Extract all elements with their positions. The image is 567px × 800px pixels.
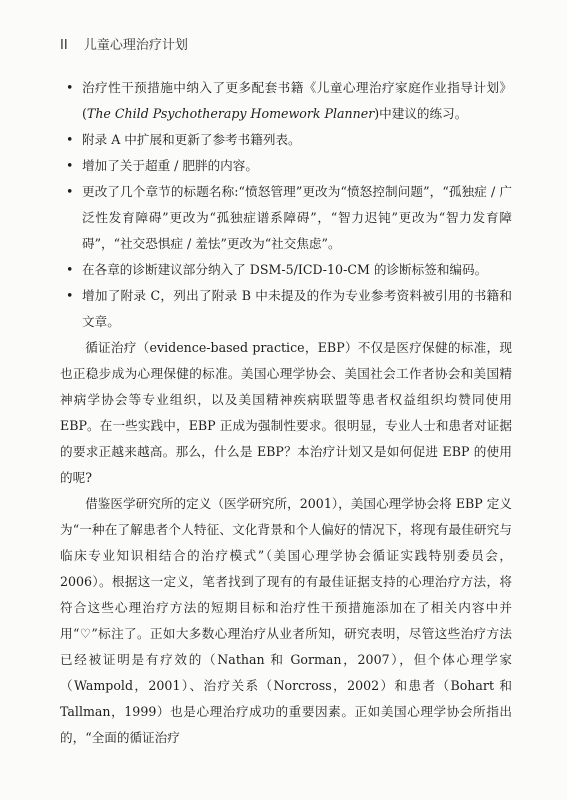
bullet-item xyxy=(60,257,512,283)
body-text xyxy=(60,75,512,751)
bullet-list xyxy=(60,75,512,335)
bullet-text-post: )中建议的练习。 xyxy=(374,106,468,121)
bullet-item xyxy=(60,283,512,335)
bullet-item xyxy=(60,127,512,153)
bullet-text: 在各章的诊断建议部分纳入了 DSM-5/ICD-10-CM 的诊断标签和编码。 xyxy=(82,262,488,277)
bullet-item xyxy=(60,75,512,127)
bullet-text: 更改了几个章节的标题名称:“愤怒管理”更改为“愤怒控制问题”，“孤独症 / 广泛性发育障碍”更改为“孤独症谱系障碍”，“智力迟钝”更改为“智力发育障碍”，“社交恐惧症 / 羞怯”更改为“社交焦虑”。 xyxy=(82,184,512,251)
bullet-icon: • xyxy=(66,184,74,199)
running-header xyxy=(60,34,188,53)
paragraph-ebp-definition: 借鉴医学研究所的定义（医学研究所，2001），美国心理学协会将 EBP 定义为“一种在了解患者个人特征、文化背景和个人偏好的情况下，将现有最佳研究与临床专业知识相结合的治疗模式”（美国心理学协会循证实践特别委员会，2006）。根据这一定义，笔者找到了现有的有最佳证据支持的心理治疗方法，将符合这些心理治疗方法的短期目标和治疗性干预措施添加在了相关内容中并用“♡”标注了。正如大多数心理治疗从业者所知，研究表明，尽管这些治疗方法已经被证明是有疗效的（Nathan 和 Gorman，2007），但个体心理学家（Wampold，2001）、治疗关系（Norcross，2002）和患者（Bohart 和 Tallman，1999）也是心理治疗成功的重要因素。正如美国心理学协会所指出的，“全面的循证治疗 xyxy=(60,496,512,745)
bullet-icon: • xyxy=(66,132,74,147)
bullet-icon: • xyxy=(66,80,74,95)
book-title-italic: The Child Psychotherapy Homework Planner xyxy=(86,106,375,121)
bullet-text: 附录 A 中扩展和更新了参考书籍列表。 xyxy=(82,132,301,147)
bullet-text: 增加了关于超重 / 肥胖的内容。 xyxy=(82,158,258,173)
bullet-icon: • xyxy=(66,158,74,173)
bullet-icon: • xyxy=(66,262,74,277)
paragraph-ebp-intro: 循证治疗（evidence-based practice，EBP）不仅是医疗保健的标准，现也正稳步成为心理保健的标准。美国心理学协会、美国社会工作者协会和美国精神病学协会等专业组织，以及美国精神疾病联盟等患者权益组织均赞同使用 EBP。在一些实践中，EBP 正成为强制性要求。很明显，专业人士和患者对证据的要求正越来越高。那么，什么是 EBP？本治疗计划又是如何促进 EBP 的使用的呢? xyxy=(60,340,512,485)
bullet-item xyxy=(60,179,512,257)
bullet-text-pre: 治疗性干预措施中纳入了更多配套书籍《儿童心理治疗家庭作业指导计划》( xyxy=(82,80,512,121)
bullet-text: 增加了附录 C，列出了附录 B 中未提及的作为专业参考资料被引用的书籍和文章。 xyxy=(82,288,512,329)
page-numeral: II xyxy=(60,38,68,53)
bullet-item xyxy=(60,153,512,179)
bullet-icon: • xyxy=(66,288,74,303)
running-title: 儿童心理治疗计划 xyxy=(83,38,188,53)
